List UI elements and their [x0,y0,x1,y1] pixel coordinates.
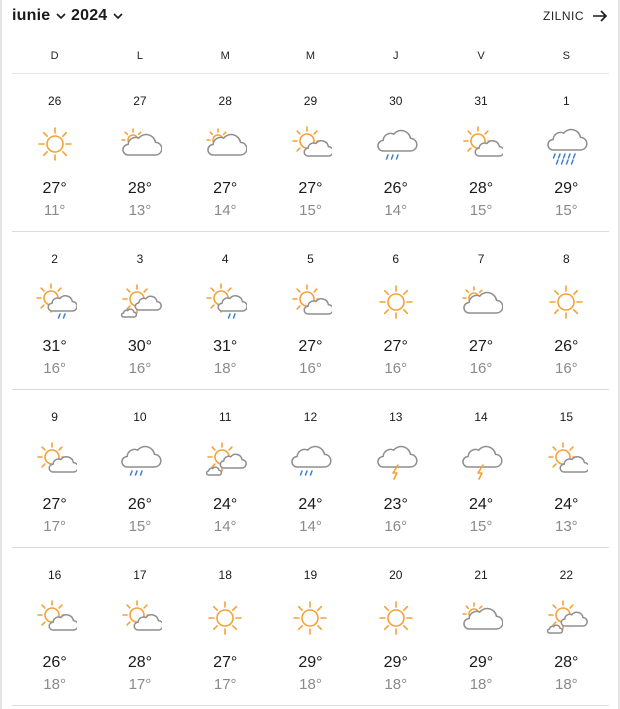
day-cell[interactable] [183,548,268,705]
temp-high: 28° [127,180,153,197]
day-cell[interactable] [438,548,523,705]
temp-low: 15° [128,518,152,535]
day-date: 4 [221,252,229,266]
day-cell[interactable] [353,232,438,389]
temp-low: 14° [299,518,322,535]
temp-high: 29° [383,654,408,671]
temp-low: 13° [128,202,152,219]
temp-high: 27° [213,654,238,671]
weekday-friday: V [477,50,485,62]
temp-high: 26° [42,654,67,671]
temp-high: 29° [554,180,579,197]
day-cell[interactable] [353,74,438,231]
temp-high: 31° [42,338,67,355]
temp-low: 11° [43,202,66,219]
day-date: 19 [303,568,318,582]
sun-cloud-icon [459,122,503,166]
temp-high: 24° [213,496,238,513]
day-date: 12 [303,410,318,424]
sun-rain-icon [33,280,77,324]
day-date: 9 [51,410,58,424]
day-date: 20 [389,568,403,582]
sunny-icon [544,280,588,324]
calendar-grid [12,74,609,706]
temp-high: 27° [213,180,238,197]
day-cell[interactable] [268,232,353,389]
year-label: 2024 [71,7,108,24]
sun-cloud-icon [288,280,332,324]
temp-low: 15° [299,202,322,219]
month-selector[interactable] [12,7,67,25]
temp-high: 24° [554,496,579,513]
temp-low: 16° [299,360,322,377]
sunny-icon [374,596,418,640]
temp-low: 16° [554,360,578,377]
temp-low: 15° [469,518,493,535]
day-cell[interactable] [438,232,523,389]
weekday-saturday: S [562,50,570,62]
sun-cloud-icon [118,596,162,640]
day-date: 1 [562,94,570,108]
week-row [12,390,609,548]
temp-low: 18° [43,676,66,693]
thunder-icon [374,438,418,482]
day-date: 8 [562,252,570,266]
day-cell[interactable] [353,390,438,547]
day-cell[interactable] [183,390,268,547]
day-date: 3 [136,252,144,266]
temp-high: 27° [42,496,67,513]
day-date: 21 [474,568,488,582]
rain-icon [288,438,332,482]
day-cell[interactable] [438,74,523,231]
temp-low: 16° [384,360,408,377]
sun-cloud-icon [544,438,588,482]
sun-clouds-icon [544,596,588,640]
temp-high: 28° [554,654,579,671]
temp-low: 15° [469,202,493,219]
temp-high: 28° [468,180,494,197]
temp-low: 16° [128,360,152,377]
temp-high: 26° [383,180,408,197]
sun-cloud-icon [33,438,77,482]
temp-low: 16° [43,360,66,377]
heavy-rain-icon [544,122,588,166]
day-date: 17 [133,568,147,582]
day-cell[interactable] [524,74,609,231]
partly-cloudy-icon [459,596,503,640]
partly-cloudy-icon [118,122,162,166]
temp-high: 27° [468,338,494,355]
temp-low: 18° [384,676,408,693]
sunny-icon [288,596,332,640]
chevron-down-icon [55,10,67,22]
week-row [12,232,609,390]
temp-high: 27° [42,180,67,197]
day-date: 2 [51,252,58,266]
sun-clouds-icon [203,438,247,482]
day-date: 14 [474,410,488,424]
month-label: iunie [12,7,51,24]
day-date: 13 [389,410,403,424]
temp-high: 26° [127,496,153,513]
day-cell[interactable] [183,74,268,231]
sunny-icon [33,122,77,166]
temp-low: 16° [469,360,493,377]
temp-low: 17° [128,676,152,693]
temp-low: 18° [554,676,578,693]
temp-high: 27° [383,338,408,355]
day-date: 29 [303,94,318,108]
weekday-wednesday: M [305,50,316,62]
temp-high: 29° [298,654,323,671]
day-cell[interactable] [268,390,353,547]
calendar-header [0,0,620,38]
day-date: 18 [218,568,232,582]
day-cell[interactable] [97,232,182,389]
sunny-icon [203,596,247,640]
day-date: 26 [47,94,62,108]
day-date: 30 [389,94,403,108]
day-date: 10 [133,410,147,424]
temp-low: 17° [43,518,66,535]
temp-high: 27° [298,338,323,355]
day-cell[interactable] [524,390,609,547]
day-date: 31 [474,94,488,108]
week-row [12,74,609,232]
temp-high: 24° [298,496,323,513]
day-date: 7 [477,252,485,266]
day-date: 15 [559,410,573,424]
day-date: 11 [218,410,232,424]
day-date: 22 [559,568,573,582]
weekday-tuesday: M [220,50,230,62]
temp-high: 24° [468,496,494,513]
rain-icon [374,122,418,166]
weekday-monday: L [136,50,143,62]
weekday-thursday: J [393,50,399,62]
sun-cloud-icon [33,596,77,640]
weekday-header-row [12,38,609,74]
year-selector[interactable] [71,7,124,25]
chevron-down-icon [112,10,124,22]
weekday-sunday: D [50,50,59,62]
day-cell[interactable] [12,548,97,705]
thunder-icon [459,438,503,482]
sun-rain-icon [203,280,247,324]
sun-clouds-icon [118,280,162,324]
day-cell[interactable] [438,390,523,547]
day-cell[interactable] [524,548,609,705]
day-cell[interactable] [12,232,97,389]
temp-high: 27° [298,180,323,197]
sun-cloud-icon [288,122,332,166]
frame-border-left [0,0,2,709]
arrow-right-icon [592,9,608,23]
day-cell[interactable] [12,74,97,231]
temp-low: 18° [469,676,493,693]
temp-low: 14° [384,202,408,219]
week-row [12,548,609,706]
day-date: 27 [133,94,147,108]
partly-cloudy-icon [203,122,247,166]
day-cell[interactable] [12,390,97,547]
day-date: 16 [47,568,62,582]
temp-high: 29° [468,654,494,671]
daily-view-label: ZILNIC [542,9,584,23]
day-cell[interactable] [97,74,182,231]
day-cell[interactable] [353,548,438,705]
sunny-icon [374,280,418,324]
day-date: 5 [307,252,314,266]
temp-low: 13° [554,518,578,535]
day-cell[interactable] [97,390,182,547]
temp-low: 15° [554,202,578,219]
temp-high: 30° [127,338,153,355]
day-date: 6 [392,252,400,266]
day-cell[interactable] [268,548,353,705]
temp-high: 28° [127,654,153,671]
day-date: 28 [218,94,232,108]
partly-cloudy-icon [459,280,503,324]
temp-low: 16° [384,518,408,535]
day-cell[interactable] [268,74,353,231]
day-cell[interactable] [97,548,182,705]
rain-icon [118,438,162,482]
temp-low: 14° [213,518,237,535]
temp-high: 23° [383,496,408,513]
day-cell[interactable] [524,232,609,389]
temp-low: 14° [213,202,237,219]
temp-low: 18° [213,360,237,377]
temp-low: 18° [299,676,322,693]
temp-high: 26° [554,338,579,355]
day-cell[interactable] [183,232,268,389]
daily-view-link[interactable] [543,9,608,23]
temp-low: 17° [213,676,237,693]
temp-high: 31° [213,338,238,355]
